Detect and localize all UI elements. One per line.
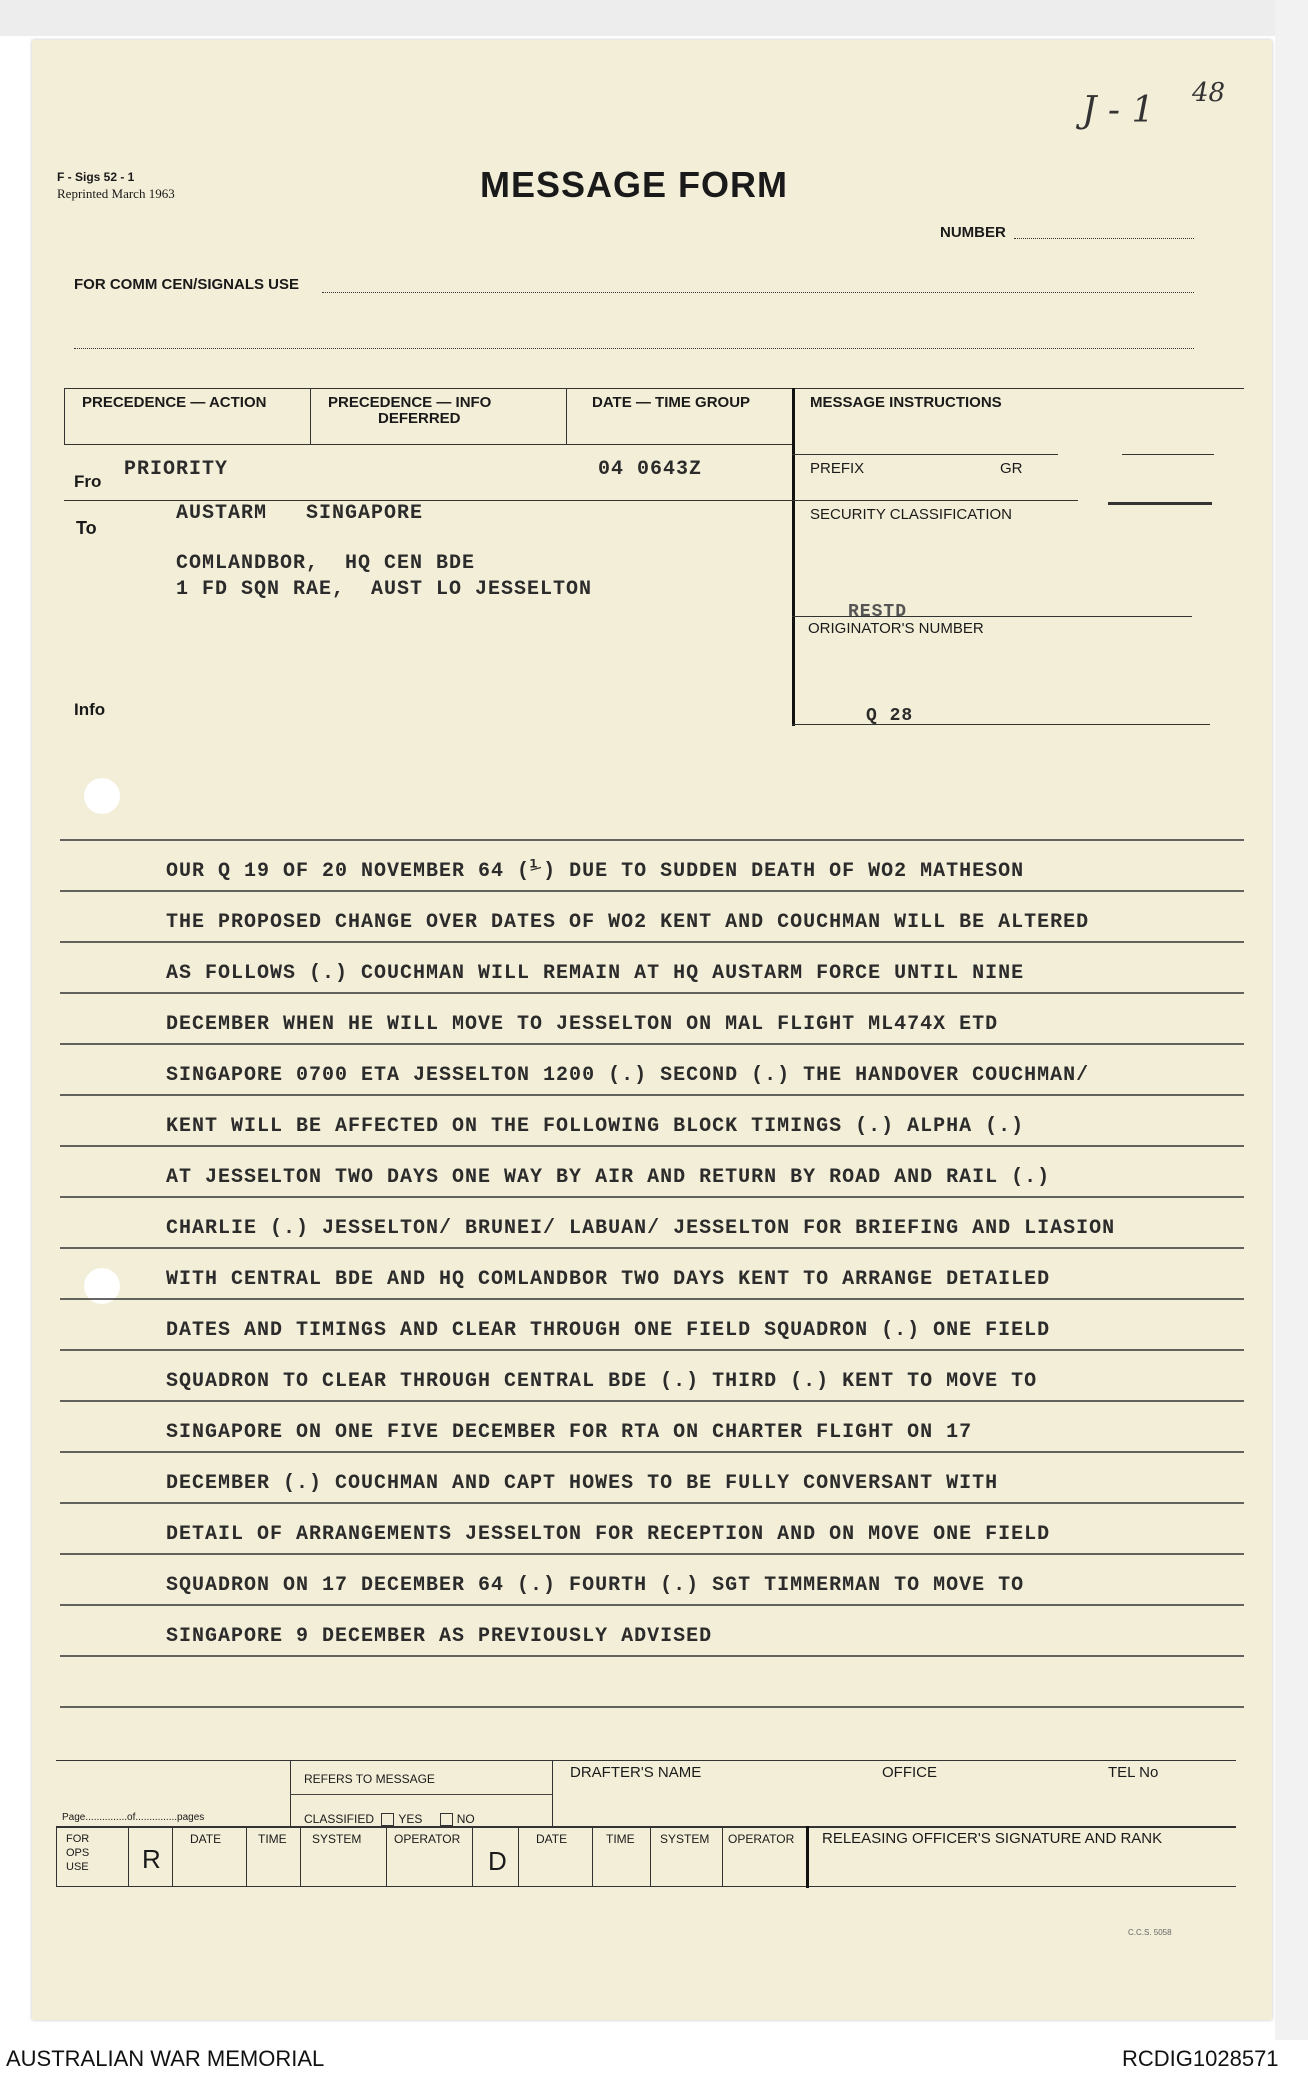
- date-label-r: DATE: [190, 1832, 222, 1846]
- use-label: USE: [66, 1861, 89, 1873]
- refers-rule: [290, 1794, 552, 1795]
- ops-divider: [472, 1826, 473, 1886]
- folio-number: 48: [1192, 78, 1226, 108]
- viewer-top-bar: [0, 0, 1308, 36]
- message-line: SINGAPORE ON ONE FIVE DECEMBER FOR RTA ON CHARTER FLIGHT ON 17: [166, 1421, 973, 1444]
- message-line: AT JESSELTON TWO DAYS ONE WAY BY AIR AND RETURN BY ROAD AND RAIL (.): [166, 1166, 1051, 1189]
- security-top-rule: [792, 500, 1078, 501]
- page-count-label: Page...............of...............pages: [62, 1812, 205, 1823]
- classified-yes-checkbox: [381, 1813, 394, 1826]
- ops-divider: [518, 1826, 519, 1886]
- classified-field: [304, 1812, 475, 1826]
- grid-left-border: [64, 388, 65, 444]
- for-label: FOR: [66, 1833, 90, 1845]
- deferred-label: DEFERRED: [378, 410, 461, 427]
- ops-bottom-rule: [56, 1886, 1236, 1887]
- date-label-d: DATE: [536, 1832, 568, 1846]
- d-marker: D: [488, 1846, 507, 1876]
- comm-cen-field: [322, 292, 1194, 293]
- footer-item-id: RCDIG1028571: [1122, 2046, 1279, 2071]
- grid-bottom-rule: [792, 724, 1210, 725]
- ops-divider: [246, 1826, 247, 1886]
- ops-divider: [172, 1826, 173, 1886]
- message-line: SINGAPORE 9 DECEMBER AS PREVIOUSLY ADVISED: [166, 1625, 713, 1648]
- refers-to-message-label: REFERS TO MESSAGE: [304, 1772, 435, 1786]
- comm-cen-label: FOR COMM CEN/SIGNALS USE: [74, 276, 300, 293]
- tel-no-label: TEL No: [1108, 1764, 1159, 1781]
- originators-number-value: Q 28: [866, 706, 914, 726]
- precedence-value: PRIORITY: [124, 458, 229, 481]
- drafters-name-label: DRAFTER'S NAME: [570, 1764, 702, 1781]
- message-line: OUR Q 19 OF 20 NOVEMBER 64 (⅟) DUE TO SUDDEN DEATH OF WO2 MATHESON: [166, 860, 1025, 883]
- grid-divider: [566, 388, 567, 444]
- precedence-info-label: PRECEDENCE — INFO: [328, 394, 492, 411]
- message-line: DATES AND TIMINGS AND CLEAR THROUGH ONE FIELD SQUADRON (.) ONE FIELD: [166, 1319, 1051, 1342]
- ops-label: OPS: [66, 1847, 90, 1859]
- comm-cen-field-2: [74, 348, 1194, 349]
- message-line: DECEMBER (.) COUCHMAN AND CAPT HOWES TO BE FULLY CONVERSANT WITH: [166, 1472, 999, 1495]
- number-field: [1014, 238, 1194, 239]
- number-label: NUMBER: [940, 224, 1006, 241]
- gr-rule-heavy: [1108, 502, 1212, 505]
- operator-label-r: OPERATOR: [394, 1832, 461, 1846]
- page-edge: [1275, 0, 1308, 2040]
- message-line: SQUADRON TO CLEAR THROUGH CENTRAL BDE (.) THIRD (.) KENT TO MOVE TO: [166, 1370, 1038, 1393]
- ops-top-rule: [56, 1826, 1236, 1828]
- to-label: To: [76, 518, 97, 538]
- message-line: CHARLIE (.) JESSELTON/ BRUNEI/ LABUAN/ JESSELTON FOR BRIEFING AND LIASION: [166, 1217, 1116, 1240]
- ops-divider: [128, 1826, 129, 1886]
- message-line: SQUADRON ON 17 DECEMBER 64 (.) FOURTH (.) SGT TIMMERMAN TO MOVE TO: [166, 1574, 1025, 1597]
- message-line: DECEMBER WHEN HE WILL MOVE TO JESSELTON ON MAL FLIGHT ML474X ETD: [166, 1013, 999, 1036]
- date-time-group-label: DATE — TIME GROUP: [592, 394, 751, 411]
- no-label: NO: [456, 1812, 475, 1826]
- precedence-action-label: PRECEDENCE — ACTION: [82, 394, 267, 411]
- gr-rule: [1122, 454, 1214, 455]
- from-label: Fro: [74, 472, 102, 491]
- grid-divider: [310, 388, 311, 444]
- form-code: F - Sigs 52 - 1: [57, 170, 135, 184]
- ops-divider: [650, 1826, 651, 1886]
- prefix-top-rule: [792, 454, 1058, 455]
- time-label-d: TIME: [606, 1832, 635, 1846]
- message-text-svg: [60, 822, 1244, 1742]
- prefix-label: PREFIX: [810, 460, 865, 477]
- system-label-d: SYSTEM: [660, 1832, 710, 1846]
- for-ops-use-label: [66, 1832, 89, 1874]
- security-classification-value: RESTD: [848, 602, 908, 622]
- time-label-r: TIME: [258, 1832, 287, 1846]
- message-line: DETAIL OF ARRANGEMENTS JESSELTON FOR RECEPTION AND ON MOVE ONE FIELD: [166, 1523, 1051, 1546]
- info-label: Info: [74, 700, 106, 719]
- originators-number-label: ORIGINATOR'S NUMBER: [808, 620, 984, 637]
- reprint-date: Reprinted March 1963: [57, 186, 175, 201]
- handwritten-reference: J - 1: [1082, 90, 1155, 131]
- bottom-divider: [552, 1760, 553, 1826]
- message-line: WITH CENTRAL BDE AND HQ COMLANDBOR TWO DAYS KENT TO ARRANGE DETAILED: [166, 1268, 1051, 1291]
- date-time-group-value: 04 0643Z: [598, 458, 703, 481]
- ops-divider: [722, 1826, 723, 1886]
- releasing-officer-label: RELEASING OFFICER'S SIGNATURE AND RANK: [822, 1830, 1163, 1847]
- message-body: [60, 822, 1244, 1742]
- to-address-2: COMLANDBOR, HQ CEN BDE: [176, 552, 476, 575]
- message-line: AS FOLLOWS (.) COUCHMAN WILL REMAIN AT HQ AUSTARM FORCE UNTIL NINE: [166, 962, 1025, 985]
- ops-left-border: [56, 1826, 57, 1886]
- message-instructions-label: MESSAGE INSTRUCTIONS: [810, 394, 1002, 411]
- releasing-border: [806, 1826, 809, 1888]
- punch-hole: [84, 778, 120, 814]
- message-line: THE PROPOSED CHANGE OVER DATES OF WO2 KENT AND COUCHMAN WILL BE ALTERED: [166, 911, 1090, 934]
- grid-rule: [64, 444, 792, 445]
- to-address-3: 1 FD SQN RAE, AUST LO JESSELTON: [176, 578, 593, 601]
- yes-label: YES: [398, 1812, 423, 1826]
- bottom-top-rule: [56, 1760, 1236, 1761]
- message-line: SINGAPORE 0700 ETA JESSELTON 1200 (.) SECOND (.) THE HANDOVER COUCHMAN/: [166, 1064, 1090, 1087]
- footer-source: AUSTRALIAN WAR MEMORIAL: [6, 2046, 325, 2071]
- ops-divider: [300, 1826, 301, 1886]
- message-line: KENT WILL BE AFFECTED ON THE FOLLOWING BLOCK TIMINGS (.) ALPHA (.): [166, 1115, 1025, 1138]
- classified-no-checkbox: [440, 1813, 453, 1826]
- message-form-sheet: [32, 40, 1272, 2020]
- form-title: MESSAGE FORM: [480, 164, 789, 205]
- bottom-divider: [290, 1760, 291, 1826]
- office-label: OFFICE: [882, 1764, 937, 1781]
- instructions-border: [792, 388, 795, 726]
- gr-label: GR: [1000, 460, 1023, 477]
- to-address-1: AUSTARM SINGAPORE: [176, 502, 424, 525]
- system-label-r: SYSTEM: [312, 1832, 362, 1846]
- grid-rule: [64, 500, 792, 501]
- security-classification-label: SECURITY CLASSIFICATION: [810, 506, 1012, 523]
- r-marker: R: [142, 1844, 161, 1874]
- grid-top-rule: [64, 388, 1244, 389]
- ops-divider: [592, 1826, 593, 1886]
- classified-label: CLASSIFIED: [304, 1812, 375, 1826]
- ops-divider: [386, 1826, 387, 1886]
- print-code: C.C.S. 5058: [1128, 1928, 1172, 1937]
- operator-label-d: OPERATOR: [728, 1832, 795, 1846]
